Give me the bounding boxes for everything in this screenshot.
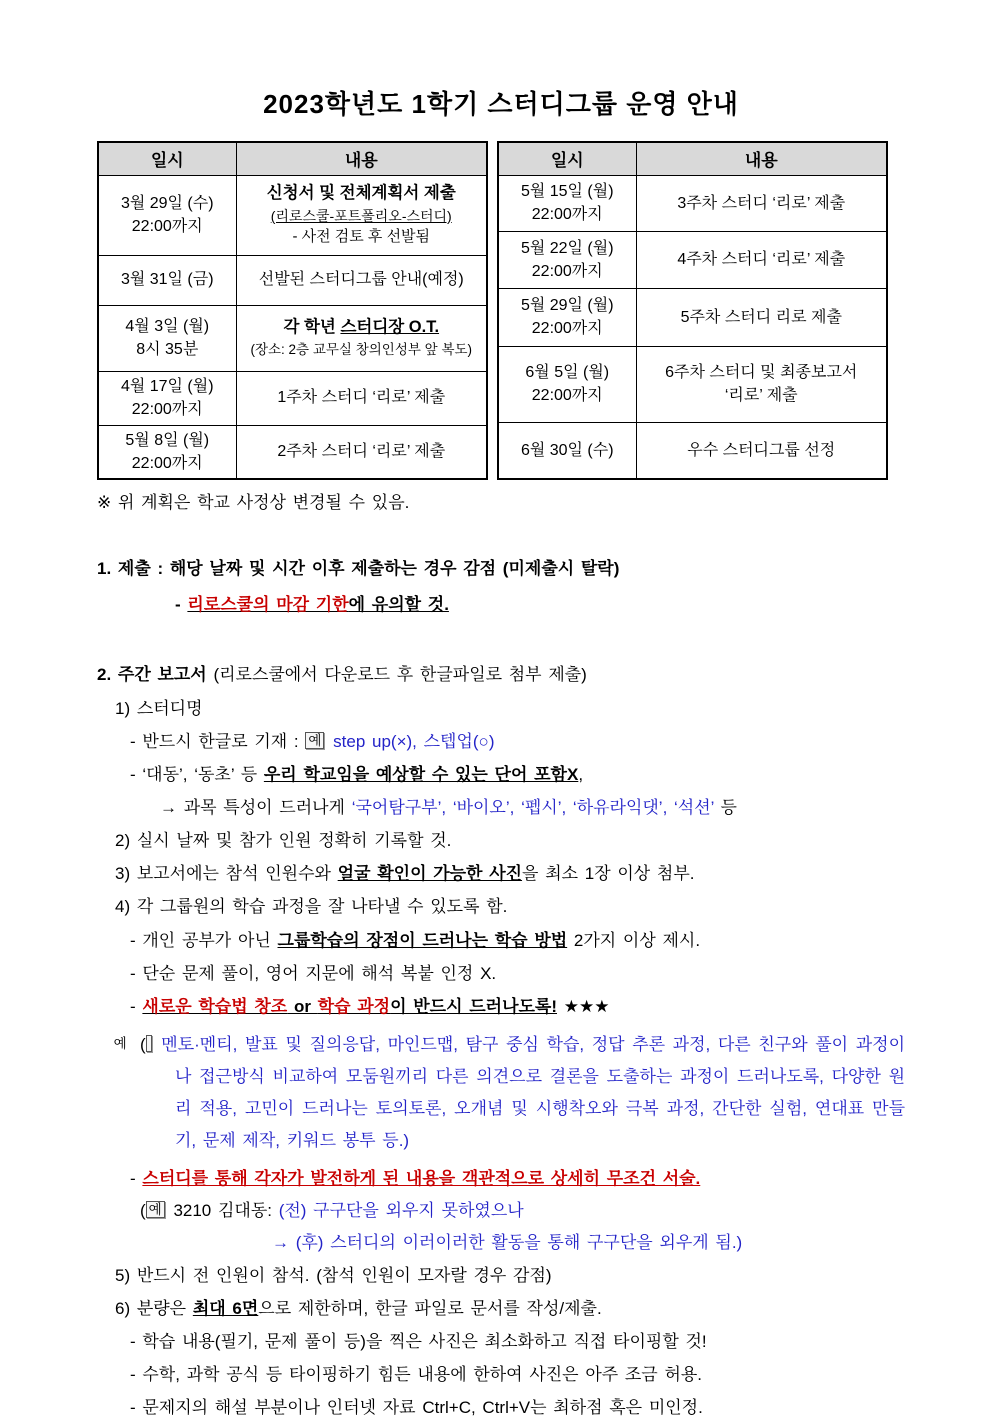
table-row [98,425,487,479]
date-cell [98,255,236,305]
table-row [498,231,887,288]
date-cell [98,175,236,255]
item4-new-method: - 새로운 학습법 창조 or 학습 과정이 반드시 드러나도록! ★★★ [130,996,610,1016]
table-row [498,289,887,346]
date-cell [98,305,236,371]
item6-typing-rule: - 학습 내용(필기, 문제 풀이 등)을 찍은 사진은 최소화하고 직접 타이핑할 것! [130,1331,707,1351]
date-cell [498,423,636,479]
section1-heading: 1. 제출 : 해당 날짜 및 시간 이후 제출하는 경우 감점 (미제출시 탈락) [97,559,620,579]
column-header-content: 내용 [236,142,487,175]
column-header-content: 내용 [636,142,887,175]
date-line: 3월 29일 (수) [120,194,214,212]
item4-group-method: - 개인 공부가 아닌 그룹학습의 장점이 드러나는 학습 방법 2가지 이상 제시. [130,930,701,950]
item1-study-name: 1) 스터디명 [115,699,203,719]
item4-growth-example-before: ( 예 3210 김대동: (전) 구구단을 외우지 못하였으나 [140,1200,524,1220]
table-row [98,305,487,371]
content-line: 2주차 스터디 ‘리로’ 제출 [277,443,446,461]
content-cell [236,371,487,425]
date-line: 8시 35분 [136,341,199,358]
column-header-date: 일시 [98,142,236,175]
item4-learning-process: 4) 각 그룹원의 학습 과정을 잘 나타낼 수 있도록 함. [115,897,508,917]
date-line: 22:00까지 [131,218,203,235]
schedule-tables [97,141,905,480]
date-line: 4월 17일 (월) [120,377,214,395]
section2-heading: 2. 주간 보고서 (리로스쿨에서 다운로드 후 한글파일로 첨부 제출) [97,665,587,685]
content-cell [236,175,487,255]
date-line: 6월 5일 (월) [525,364,610,382]
content-line: 6주차 스터디 및 최종보고서 [665,364,858,382]
item1-school-word-rule: - ‘대동’, ‘동초’ 등 우리 학교임을 예상할 수 있는 단어 포함X, [130,765,584,785]
date-line: 5월 15일 (월) [520,182,614,200]
ot-emphasis: 스터디장 O.T. [340,318,440,337]
content-cell [236,425,487,479]
document-body [97,493,905,1418]
content-line: 4주차 스터디 ‘리로’ 제출 [677,251,846,269]
table-row [98,255,487,305]
note-plan-change: ※ 위 계획은 학교 사정상 변경될 수 있음. [97,493,410,512]
schedule-table-left [97,141,488,480]
table-row [98,175,487,255]
date-cell [498,346,636,423]
schedule-table-right [497,141,888,480]
item5-attendance: 5) 반드시 전 인원이 참석. (참석 인원이 모자랄 경우 감점) [115,1265,552,1285]
content-line: 우수 스터디그룹 선정 [687,441,836,459]
content-line: 각 학년 스터디장 O.T. [283,318,440,337]
item4-method-examples: (예 멘토·멘티, 발표 및 질의응답, 마인드맵, 탐구 중심 학습, 정답 추론 과정, 다른 친구와 풀이 과정이나 접근방식 비교하여 모둠원끼리 다른 의견으로 결론을 도출하는 과정이 드러나도록, 다양한 원리 적용, 고민이 드러나는 토의토론, 오개념 및 시행착오와 극복 과정, 간단한 실험, 연대표 만들기, 문제 제작, 키워드 봉투 등.) [113,1034,906,1150]
date-line: 5월 8일 (월) [125,431,210,449]
item1-hangul-rule: - 반드시 한글로 기재 : 예 step up(×), 스텝업(○) [130,732,495,752]
table-row [498,175,887,231]
item4-describe-growth: - 스터디를 통해 각자가 발전하게 된 내용을 객관적으로 상세히 무조건 서술. [130,1168,701,1188]
date-cell [98,425,236,479]
item2-record-rule: 2) 실시 날짜 및 참가 인원 정확히 기록할 것. [115,831,452,851]
item6-page-limit: 6) 분량은 최대 6면으로 제한하며, 한글 파일로 문서를 작성/제출. [115,1298,602,1318]
content-cell [636,346,887,423]
date-line: 22:00까지 [131,401,203,418]
example-box-icon: 예 [146,1201,165,1218]
page-title: 2023학년도 1학기 스터디그룹 운영 안내 [263,89,739,119]
content-line: ‘리로’ 제출 [724,387,798,405]
content-line: 신청서 및 전체계획서 제출 [266,184,456,203]
item6-formula-photo-rule: - 수학, 과학 공식 등 타이핑하기 힘든 내용에 한하여 사진은 아주 조금 허용. [130,1364,703,1384]
item4-no-simple-solving: - 단순 문제 풀이, 영어 지문에 해석 복붙 인정 X. [130,963,497,983]
header-row [98,142,487,175]
table-row [98,371,487,425]
item4-growth-example-after: → (후) 스터디의 이러이러한 활동을 통해 구구단을 외우게 됨.) [272,1232,743,1252]
content-cell [636,231,887,288]
date-cell [498,231,636,288]
item6-copy-paste-rule: - 문제지의 해설 부분이나 인터넷 자료 Ctrl+C, Ctrl+V는 최하점 혹은 미인정. [130,1397,703,1417]
header-row [498,142,887,175]
content-line: 5주차 스터디 리로 제출 [680,308,842,326]
item1-subject-examples: → 과목 특성이 드러나게 ‘국어탐구부’, ‘바이오’, ‘펩시’, ‘하유라익댓’, ‘석션’ 등 [160,798,737,818]
section1-deadline-note: - 리로스쿨의 마감 기한에 유의할 것. [175,595,449,615]
content-line: 1주차 스터디 ‘리로’ 제출 [277,389,446,407]
date-cell [98,371,236,425]
date-line: 22:00까지 [531,206,603,224]
content-line: 3주차 스터디 ‘리로’ 제출 [677,194,846,212]
date-line: 3월 31일 (금) [120,271,214,289]
deadline-emphasis: 리로스쿨의 마감 기한 [187,595,349,615]
content-line: (장소: 2층 교무실 창의인성부 앞 복도) [250,342,473,358]
date-line: 22:00까지 [131,454,203,472]
content-line: 선발된 스터디그룹 안내(예정) [258,271,464,289]
content-cell [636,423,887,479]
content-cell [236,255,487,305]
content-cell [236,305,487,371]
content-cell [636,175,887,231]
example-box-icon: 예 [305,732,324,749]
content-line: (리로스쿨-포트폴리오-스터디) [270,207,452,224]
date-line: 5월 29일 (월) [520,297,614,315]
table-row [498,423,887,479]
column-header-date: 일시 [498,142,636,175]
date-line: 22:00까지 [531,263,603,281]
table-row [498,346,887,423]
date-cell [498,289,636,346]
date-line: 6월 30일 (수) [520,441,614,459]
date-line: 5월 22일 (월) [520,239,614,257]
example-box-icon: 예 [146,1035,152,1052]
item3-photo-rule: 3) 보고서에는 참석 인원수와 얼굴 확인이 가능한 사진을 최소 1장 이상 첨부. [115,864,695,884]
date-line: 22:00까지 [531,320,603,338]
date-line: 4월 3일 (월) [125,317,210,335]
content-line: - 사전 검토 후 선발됨 [292,228,431,246]
stars: ★★★ [557,996,610,1016]
date-cell [498,175,636,231]
date-line: 22:00까지 [531,387,603,405]
content-cell [636,289,887,346]
